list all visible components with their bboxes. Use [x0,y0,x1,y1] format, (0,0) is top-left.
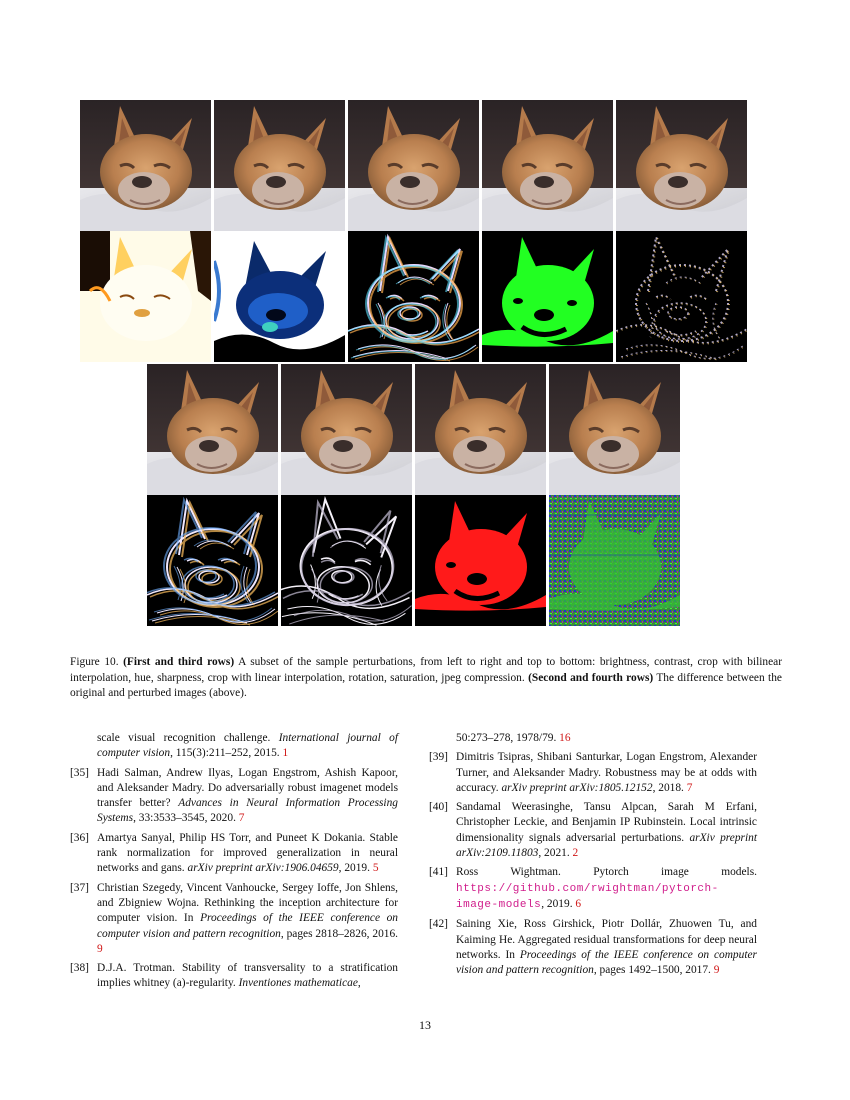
page-link[interactable]: 6 [575,897,582,910]
difference-image-crop-bilinear [348,231,479,362]
reference-35: [35] Hadi Salman, Andrew Ilyas, Logan Engstrom, Ashish Kapoor, and Aleksander Madry. Do adversarially robust imagenet models transfer better? Advances in Neural Information Processing Systems, 33:3533–3545, 2020. 7 [70,766,398,825]
page-link[interactable]: 9 [713,964,720,977]
page-link[interactable]: 9 [97,942,103,955]
references-right-column [429,731,757,982]
caption-label: Figure 10. [70,656,119,668]
figure-caption [70,655,782,702]
github-url-link[interactable]: https://github.com/rwightman/pytorch-image-models [456,882,719,911]
reference-34-continuation: scale visual recognition challenge. International journal of computer vision, 115(3):211–252, 2015. 1 [97,732,398,760]
caption-text-perturbations: A subset of the sample perturbations, from left to right and top to bottom: brightness, contrast, crop with bilinear interpolation, hue, sharpness, crop with linear interpolation, rotation, saturation, jpeg compression. [70,656,782,684]
reference-40: [40] Sandamal Weerasinghe, Tansu Alpcan, Sarah M Erfani, Christopher Leckie, and Benjamin IP Rubinstein. Local intrinsic dimensionality signals adversarial perturbations. arXiv preprint arXiv:2109.11803, 2021. 2 [429,801,757,860]
reference-39: [39] Dimitris Tsipras, Shibani Santurkar, Logan Engstrom, Alexander Turner, and Aleksander Madry. Robustness may be at odds with accuracy. arXiv preprint arXiv:1805.12152, 2018. 7 [429,751,757,794]
references-left-column [70,731,398,996]
caption-bold-second-fourth: (Second and fourth rows) [528,671,654,684]
page-link[interactable]: 1 [282,747,289,760]
caption-text-difference: The difference between the original and perturbed images (above). [70,671,782,699]
page-link[interactable]: 7 [686,781,693,794]
page-number: 13 [419,1018,431,1032]
difference-image-brightness [80,231,211,362]
difference-image-sharpness [616,231,747,362]
original-image-crop-bilinear [348,100,479,231]
original-image-contrast [214,100,345,231]
difference-image-contrast [214,231,345,362]
page-link[interactable]: 2 [572,847,579,860]
original-image-crop-linear [147,364,278,495]
page-link[interactable]: 5 [372,862,379,875]
original-image-saturation [415,364,546,495]
original-image-sharpness [616,100,747,231]
original-image-brightness [80,100,211,231]
caption-bold-first-third: (First and third rows) [123,656,235,668]
reference-42: [42] Saining Xie, Ross Girshick, Piotr Dollár, Zhuowen Tu, and Kaiming He. Aggregated residual transformations for deep neural networks. In Proceedings of the IEEE conference on computer vision and pattern recognition, pages 1492–1500, 2017. 9 [429,918,757,977]
reference-37: [37] Christian Szegedy, Vincent Vanhoucke, Sergey Ioffe, Jon Shlens, and Zbigniew Wojna. Rethinking the inception architecture for computer vision. In Proceedings of the IEEE conference on computer vision and pattern recognition, pages 2818–2826, 2016. 9 [70,881,399,955]
reference-36: [36] Amartya Sanyal, Philip HS Torr, and Puneet K Dokania. Stable rank normalization for improved generalization in neural networks and gans. arXiv preprint arXiv:1906.04659, 2019. 5 [70,831,398,875]
original-image-jpeg [549,364,680,495]
difference-image-jpeg [549,495,680,626]
difference-image-rotation [281,495,412,626]
reference-41: [41] Ross Wightman. Pytorch image models. https://github.com/rwightman/pytorch-image-models, 2019. 6 [429,866,757,911]
reference-38-continuation: 50:273–278, 1978/79. 16 [456,732,571,744]
difference-image-saturation [415,495,546,626]
original-image-hue [482,100,613,231]
difference-image-crop-linear [147,495,278,626]
page-link[interactable]: 7 [238,812,245,825]
difference-image-hue [482,231,613,362]
original-image-rotation [281,364,412,495]
reference-38: [38] D.J.A. Trotman. Stability of transversality to a stratification implies whitney (a)-regularity. Inventiones mathematicae, [70,962,398,990]
page-link[interactable]: 16 [559,732,571,744]
